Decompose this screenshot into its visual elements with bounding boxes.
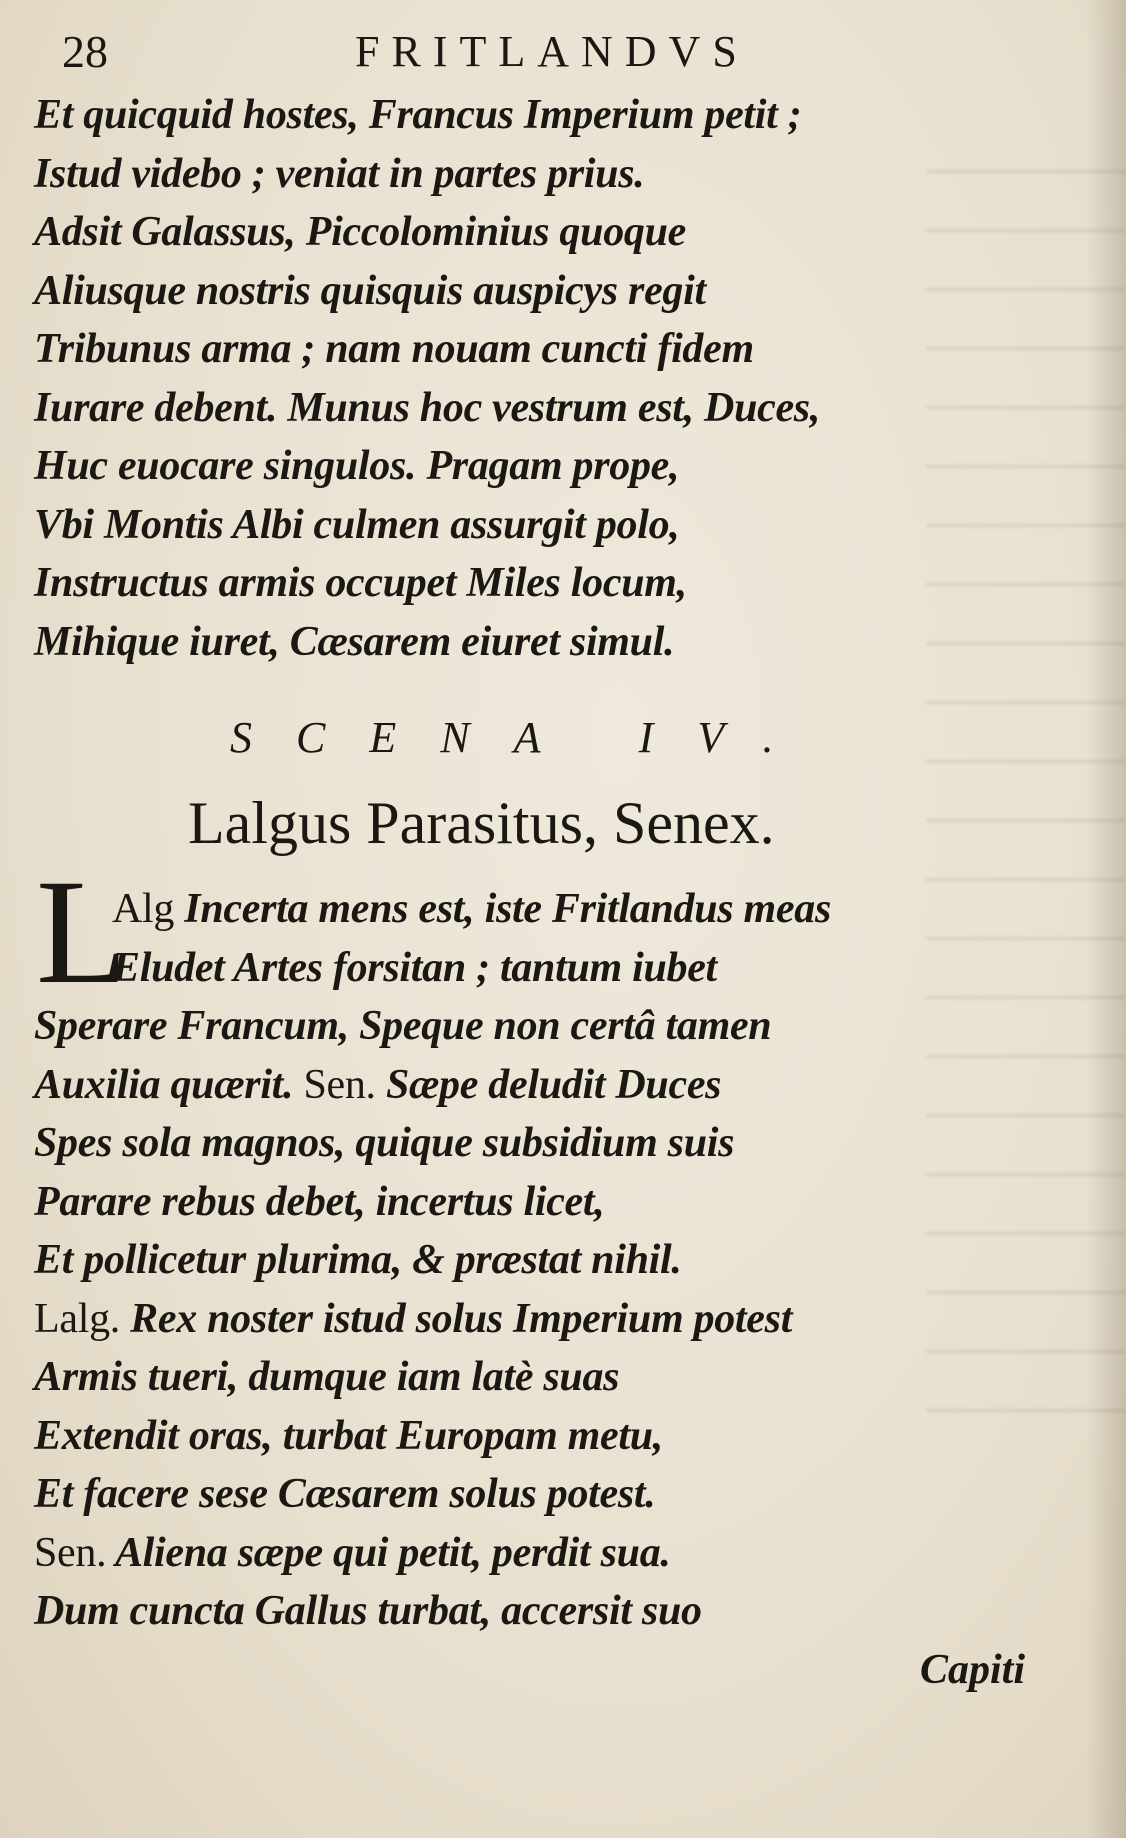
dialogue-line xyxy=(34,1524,831,1583)
dialogue-text: Incerta mens est, iste Fritlandus meas xyxy=(174,886,831,932)
page-header xyxy=(50,22,950,82)
dialogue-text: Sæpe deludit Duces xyxy=(375,1061,722,1108)
dialogue-line: Parare rebus debet, incertus licet, xyxy=(34,1178,605,1225)
page-number: 28 xyxy=(62,26,108,77)
dialogue-line xyxy=(34,1290,831,1349)
running-head: FRITLANDVS xyxy=(355,27,749,76)
dialogue-line xyxy=(34,880,831,939)
speaker-label: Sen. xyxy=(303,1061,376,1108)
verse-line: Aliusque nostris quisquis auspicys regit xyxy=(34,267,706,314)
page-edge-shadow xyxy=(1086,0,1126,1838)
verse-line: Vbi Montis Albi culmen assurgit polo, xyxy=(34,501,680,548)
dialogue-block xyxy=(34,880,831,1641)
dialogue-line: Spes sola magnos, quique subsidium suis xyxy=(34,1120,735,1166)
verse-line: Mihique iuret, Cæsarem eiuret simul. xyxy=(34,618,675,665)
dialogue-line xyxy=(34,1056,831,1115)
dialogue-text: Aliena sæpe qui petit, perdit sua. xyxy=(106,1529,671,1576)
verse-line: Huc euocare singulos. Pragam prope, xyxy=(34,443,680,489)
verse-line: Adsit Galassus, Piccolominius quoque xyxy=(34,209,686,255)
speaker-label: Sen. xyxy=(34,1529,107,1576)
dialogue-line: Eludet Artes forsitan ; tantum iubet xyxy=(112,944,717,991)
verse-line: Tribunus arma ; nam nouam cuncti fidem xyxy=(34,326,754,372)
dialogue-text: Auxilia quærit. xyxy=(34,1061,304,1108)
verse-line: Istud videbo ; veniat in partes prius. xyxy=(34,150,645,197)
dialogue-line: Sperare Francum, Speque non certâ tamen xyxy=(34,1003,772,1049)
scene-characters: Lalgus Parasitus, Senex. xyxy=(188,790,775,856)
speaker-label: Lalg. xyxy=(34,1295,120,1342)
verse-line: Instructus armis occupet Miles locum, xyxy=(34,560,687,606)
dialogue-line: Et facere sese Cæsarem solus potest. xyxy=(34,1471,656,1517)
drop-cap: L xyxy=(36,849,128,1015)
verse-line: Et quicquid hostes, Francus Imperium petit ; xyxy=(34,92,802,138)
verse-line: Iurare debent. Munus hoc vestrum est, Duces, xyxy=(34,384,821,431)
scene-heading: SCENA IV. xyxy=(230,713,818,762)
dialogue-line: Dum cuncta Gallus turbat, accersit suo xyxy=(34,1588,702,1634)
speaker-label: Alg xyxy=(112,886,175,932)
verse-block-top xyxy=(34,86,820,671)
dialogue-line: Et pollicetur plurima, & præstat nihil. xyxy=(34,1237,682,1283)
dialogue-line: Extendit oras, turbat Europam metu, xyxy=(34,1412,663,1459)
dialogue-line: Armis tueri, dumque iam latè suas xyxy=(34,1354,620,1400)
dialogue-text: Rex noster istud solus Imperium potest xyxy=(119,1295,793,1342)
catchword: Capiti xyxy=(920,1647,1026,1693)
